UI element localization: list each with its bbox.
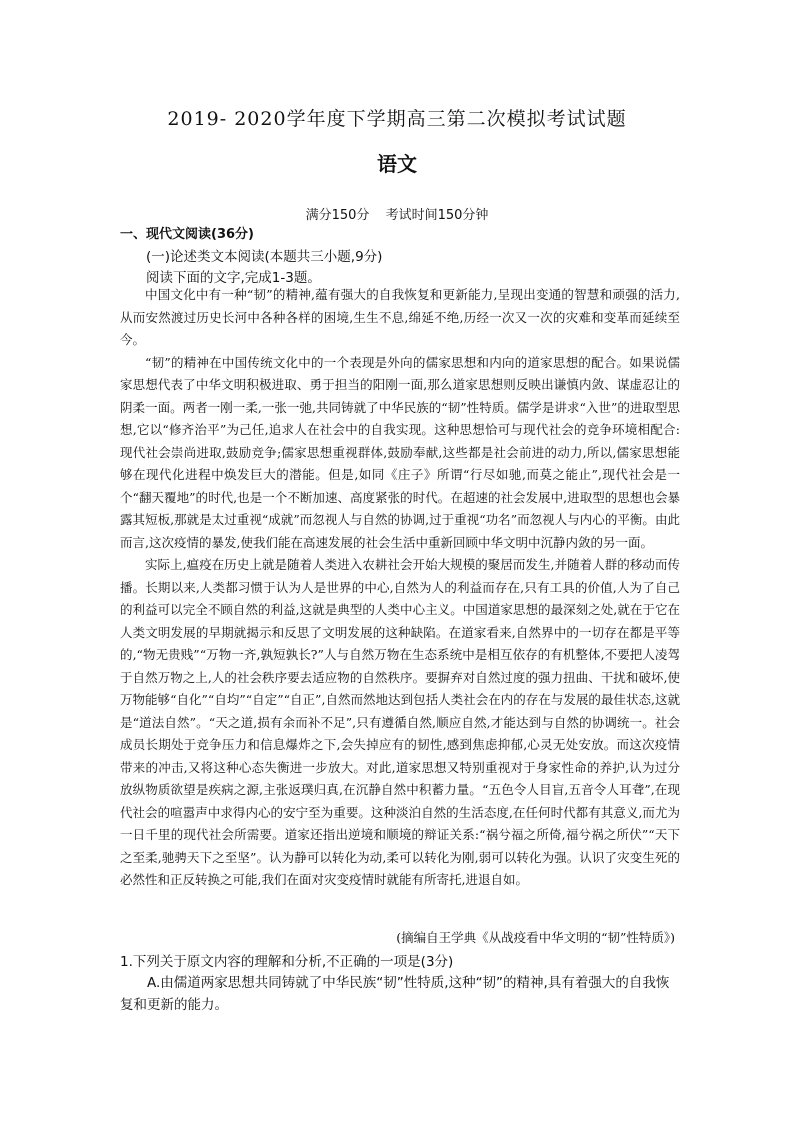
- instruction: 阅读下面的文字,完成1-3题。: [146, 270, 321, 286]
- full-score: 满分150分: [305, 208, 370, 223]
- sub-heading: (一)论述类文本阅读(本题共三小题,9分): [146, 249, 383, 265]
- passage-paragraph: 中国文化中有一种“韧”的精神,蕴有强大的自我恢复和更新能力,呈现出变通的智慧和顽强的活力,从而安然渡过历史长河中各种各样的困境,生生不息,绵延不绝,历经一次又一次的灾难和变革而延续至今。: [120, 287, 680, 347]
- passage-paragraph: 实际上,瘟疫在历史上就是随着人类进入农耕社会开始大规模的聚居而发生,并随着人群的移动而传播。长期以来,人类都习惯于认为人是世界的中心,自然为人的利益而存在,只有工具的价值,人为了自己的利益可以完全不顾自然的利益,这就是典型的人类中心主义。中国道家思想的最深刻之处,就在于它在人类文明发展的早期就揭示和反思了文明发展的这种缺陷。在道家看来,自然界中的一切存在都是平等的,“物无贵贱”“万物一齐,孰短孰长?”人与自然万物在生态系统中是相互依存的有机整体,不要把人凌驾于自然万物之上,人的社会秩序要去适应物的自然秩序。要摒弃对自然过度的强力扭曲、干扰和破坏,使万物能够“自化”“自均”“自定”“自正”,自然而然地达到包括人类社会在内的存在与发展的最佳状态,这就是“道法自然”。“天之道,损有余而补不足”,只有遵循自然,顺应自然,才能达到与自然的协调统一。社会成员长期处于竞争压力和信息爆炸之下,会失掉应有的韧性,感到焦虑抑郁,心灵无处安放。而这次疫情带来的冲击,又将这种心态失衡进一步放大。对此,道家思想又特别重视对于身家性命的养护,认为过分放纵物质欲望是疾病之源,主张返璞归真,在沉静自然中积蓄力量。“五色令人目盲,五音令人耳聋”,在现代社会的喧嚣声中求得内心的安宁至为重要。这种淡泊自然的生活态度,在任何时代都有其意义,而尤为一日千里的现代社会所需要。道家还指出逆境和顺境的辩证关系:“祸兮福之所倚,福兮祸之所伏”“天下之至柔,驰骋天下之至坚”。认为静可以转化为动,柔可以转化为刚,弱可以转化为强。认识了灾变生死的必然性和正反转换之可能,我们在面对灾变疫情时就能有所寄托,进退自如。: [120, 557, 680, 887]
- reading-passage: [120, 284, 680, 892]
- exam-title: 2019- 2020学年度下学期高三第二次模拟考试试题: [167, 108, 627, 130]
- option-a: A.由儒道两家思想共同铸就了中华民族“韧”性特质,这种“韧”的精神,具有着强大的自我恢复和更新的能力。: [120, 975, 670, 1013]
- question-stem: 1.下列关于原文内容的理解和分析,不正确的一项是(3分): [120, 954, 454, 970]
- subject-title: 语文: [377, 152, 417, 176]
- passage-paragraph: “韧”的精神在中国传统文化中的一个表现是外向的儒家思想和内向的道家思想的配合。如果说儒家思想代表了中华文明积极进取、勇于担当的阳刚一面,那么道家思想则反映出谦慎内敛、谋虚忍让的阴柔一面。两者一刚一柔,一张一弛,共同铸就了中华民族的“韧”性特质。儒学是讲求“入世”的进取型思想,它以“修齐治平”为己任,追求人在社会中的自我实现。这种思想恰可与现代社会的竞争环境相配合:现代社会崇尚进取,鼓励竞争;儒家思想重视群体,鼓励奉献,这些都是社会前进的动力,所以,儒家思想能够在现代化进程中焕发巨大的潜能。但是,如同《庄子》所谓“行尽如驰,而莫之能止”,现代社会是一个“翻天覆地”的时代,也是一个不断加速、高度紧张的时代。在超速的社会发展中,进取型的思想也会暴露其短板,那就是太过重视“成就”而忽视人与自然的协调,过于重视“功名”而忽视人与内心的平衡。由此而言,这次疫情的暴发,使我们能在高速发展的社会生活中重新回顾中华文明中沉静内敛的另一面。: [120, 354, 680, 550]
- exam-time: 考试时间150分钟: [385, 208, 489, 223]
- exam-meta: [0, 204, 794, 223]
- section-heading: 一、现代文阅读(36分): [120, 227, 254, 242]
- passage-source: (摘编自王学典《从战疫看中华文明的“韧”性特质》): [396, 930, 675, 945]
